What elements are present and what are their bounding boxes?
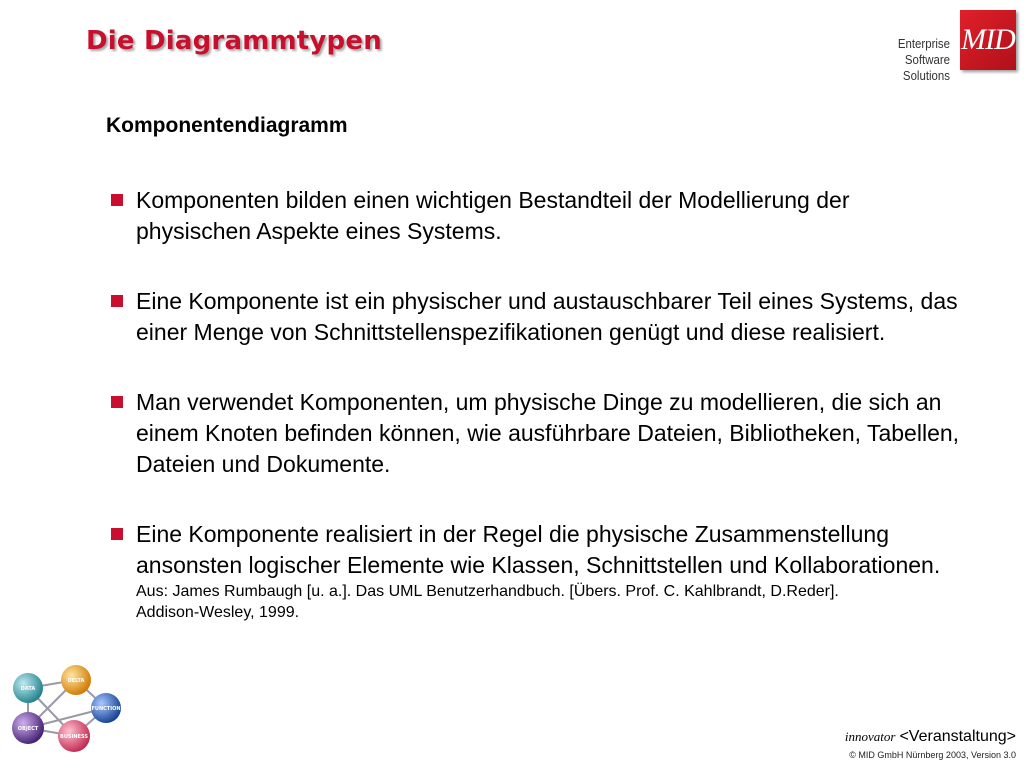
bullet-text: Eine Komponente ist ein physischer und austauschbarer Teil eines Systems, das einer Menge von Schnittstellenspezifikationen genügt und diese realisiert. [136,288,958,345]
footer-event-name: <Veranstaltung> [899,728,1016,745]
footer-innovator: innovator [844,729,896,744]
node-label-data: DATA [20,686,36,692]
molecule-network-graphic [4,658,134,764]
bullet-square-icon [111,528,123,540]
bullet-item [108,519,968,623]
node-label-function: FUNCTION [91,706,121,712]
node-label-delta: DELTA [67,678,85,684]
bullet-text: Man verwendet Komponenten, um physische Dinge zu modellieren, die sich an einem Knoten befinden können, wie ausführbare Dateien, Bibliotheken, Tabellen, Dateien und Dokumente. [136,389,960,477]
citation-line-2: Addison-Wesley, 1999. [136,604,300,621]
bullet-square-icon [111,396,123,408]
logo-line-software-solutions: Software Solutions [902,52,950,83]
bullet-square-icon [111,194,123,206]
company-logo [852,10,1020,83]
section-subtitle: Komponentendiagramm [106,114,348,137]
bullet-item [108,387,968,480]
mid-logo-mark [960,10,1016,70]
footer-event [845,728,1016,746]
node-label-object: OBJECT [17,726,39,732]
footer-copyright: © MID GmbH Nürnberg 2003, Version 3.0 [849,750,1016,760]
bullet-list [108,185,968,662]
bullet-item [108,185,968,247]
citation-line-1: Aus: James Rumbaugh [u. a.]. Das UML Benutzerhandbuch. [Übers. Prof. C. Kahlbrandt, D.Reder]. [136,583,839,600]
bullet-text: Komponenten bilden einen wichtigen Bestandteil der Modellierung der physischen Aspekte eines Systems. [136,187,850,244]
node-label-business: BUSINESS [60,734,88,740]
logo-line-enterprise: Enterprise [897,36,950,51]
citation-reference [136,581,968,623]
bullet-item [108,286,968,348]
mid-logo-mark-text: MID [961,23,1015,56]
slide-title: Die Diagrammtypen [86,26,382,56]
bullet-text: Eine Komponente realisiert in der Regel die physische Zusammenstellung ansonsten logischer Elemente wie Klassen, Schnittstellen und Kollaborationen. [136,521,941,578]
logo-text [864,36,950,84]
bullet-square-icon [111,295,123,307]
